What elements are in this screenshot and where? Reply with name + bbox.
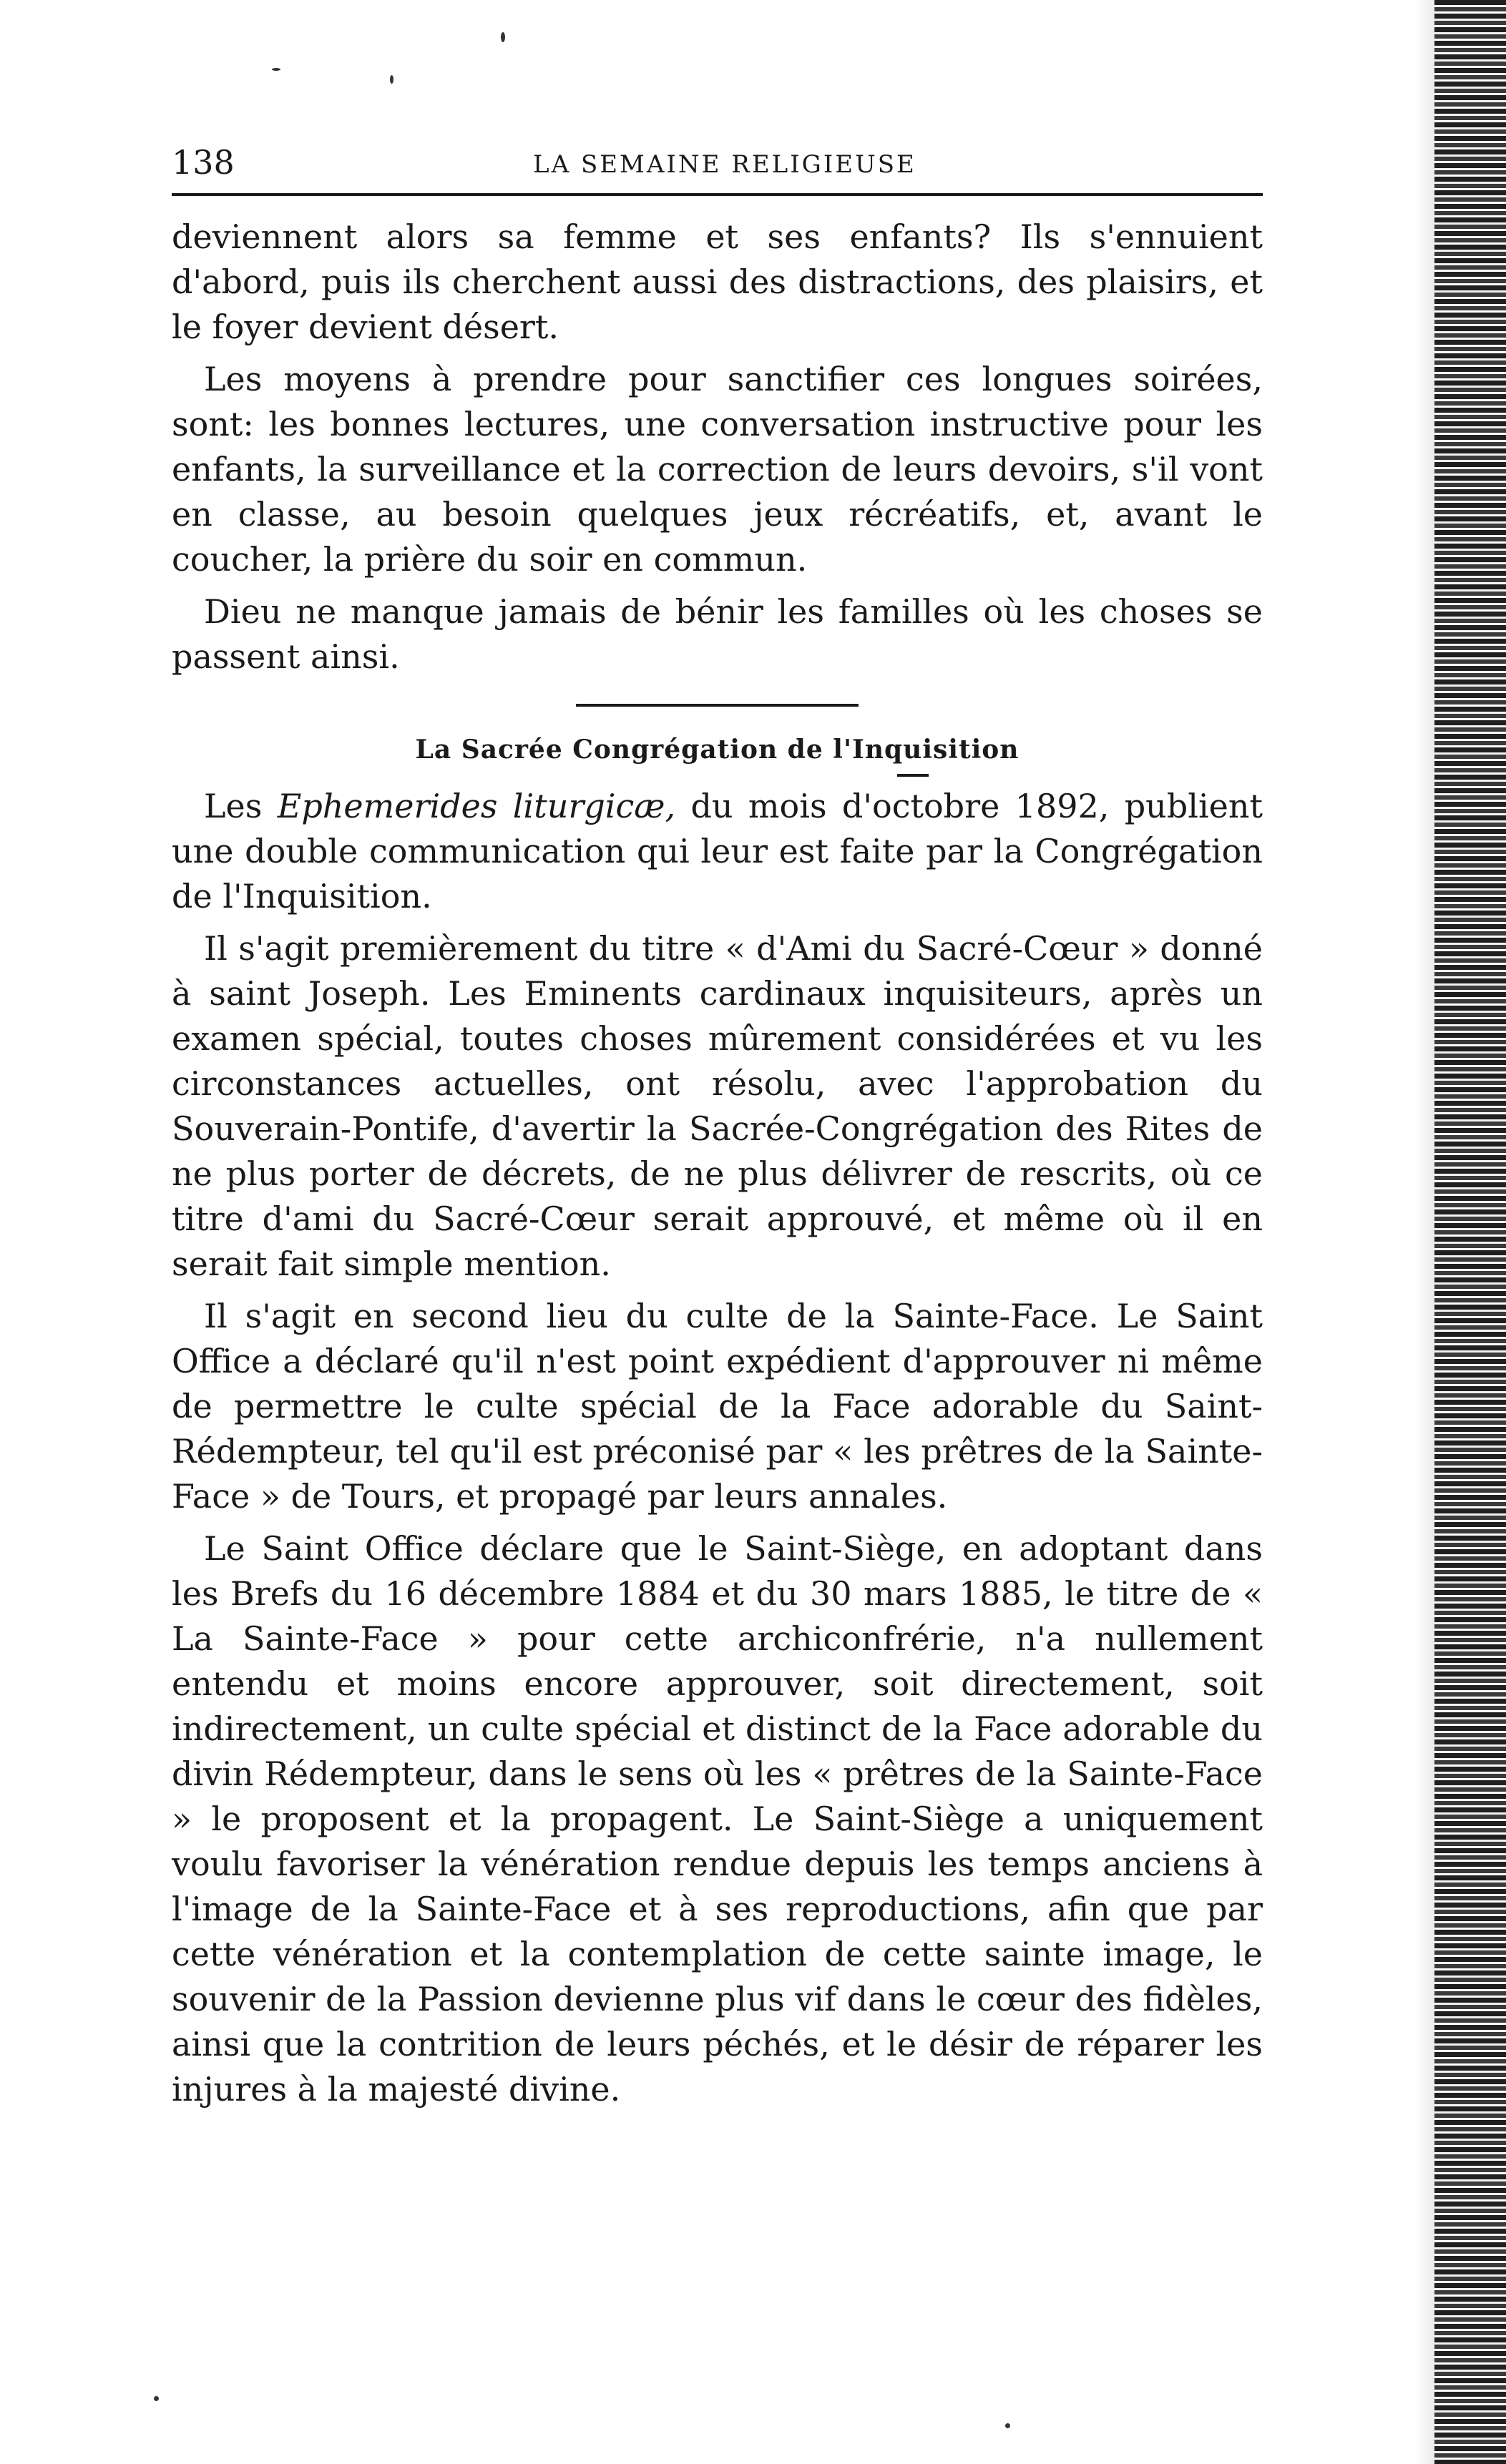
scan-speck [390, 75, 393, 84]
paragraph-rest: du mois d'octobre 1892, publient une double communication qui leur est faite par la Congrégation de l'Inquisition. [172, 787, 1263, 916]
scan-speck [272, 68, 280, 71]
running-head: LA SEMAINE RELIGIEUSE [533, 150, 916, 179]
page-header [172, 136, 1263, 196]
section-title: La Sacrée Congrégation de l'Inquisition [415, 735, 1020, 765]
paragraph: Dieu ne manque jamais de bénir les familles où les choses se passent ainsi. [172, 592, 1263, 676]
paragraph: Il s'agit en second lieu du culte de la Sainte-Face. Le Saint Office a déclaré qu'il n'est point expédient d'approuver ni même de permettre le culte spécial de la Face adorable du Saint-Rédempteur, tel qu'il est préconisé par « les prêtres de la Sainte-Face » de Tours, et propagé par leurs annales. [172, 1297, 1263, 1516]
paragraph: deviennent alors sa femme et ses enfants? Ils s'ennuient d'abord, puis ils cherchent aussi des distractions, des plaisirs, et le foyer devient désert. [172, 217, 1263, 346]
paragraph [172, 784, 1263, 919]
body-text [172, 215, 1263, 2119]
binding-edge [1434, 0, 1506, 2464]
page-number: 138 [172, 143, 235, 182]
scan-speck [1005, 2423, 1010, 2428]
binding-shadow [1414, 0, 1434, 2464]
paragraph: Il s'agit premièrement du titre « d'Ami du Sacré-Cœur » donné à saint Joseph. Les Eminents cardinaux inquisiteurs, après un examen spécial, toutes choses mûrement considérées et vu les circonstances actuelles, ont résolu, avec l'approbation du Souverain-Pontife, d'avertir la Sacrée-Congrégation des Rites de ne plus porter de décrets, de ne plus délivrer de rescrits, où ce titre d'ami du Sacré-Cœur serait approuvé, et même où il en serait fait simple mention. [172, 929, 1263, 1283]
paragraph: Le Saint Office déclare que le Saint-Siège, en adoptant dans les Brefs du 16 décembre 1884 et du 30 mars 1885, le titre de « La Sainte-Face » pour cette archiconfrérie, n'a nullement entendu et moins encore approuver, soit directement, soit indirectement, un culte spécial et distinct de la Face adorable du divin Rédempteur, dans le sens où les « prêtres de la Sainte-Face » le proposent et la propagent. Le Saint-Siège a uniquement voulu favoriser la vénération rendue depuis les temps anciens à l'image de la Sainte-Face et à ses reproductions, afin que par cette vénération et la contemplation de cette sainte image, le souvenir de la Passion devienne plus vif dans le cœur des fidèles, ainsi que la contrition de leurs péchés, et le désir de réparer les injures à la majesté divine. [172, 1529, 1263, 2109]
scan-speck [501, 32, 505, 42]
section-divider [576, 704, 859, 707]
title-underline [897, 774, 929, 777]
publication-title: Ephemerides liturgicæ, [277, 787, 676, 825]
paragraph-lead: Les [204, 787, 278, 825]
paragraph: Les moyens à prendre pour sanctifier ces longues soirées, sont: les bonnes lectures, une conversation instructive pour les enfants, la surveillance et la correction de leurs devoirs, s'il vont en classe, au besoin quelques jeux récréatifs, et, avant le coucher, la prière du soir en commun. [172, 360, 1263, 579]
scan-speck [154, 2396, 159, 2401]
